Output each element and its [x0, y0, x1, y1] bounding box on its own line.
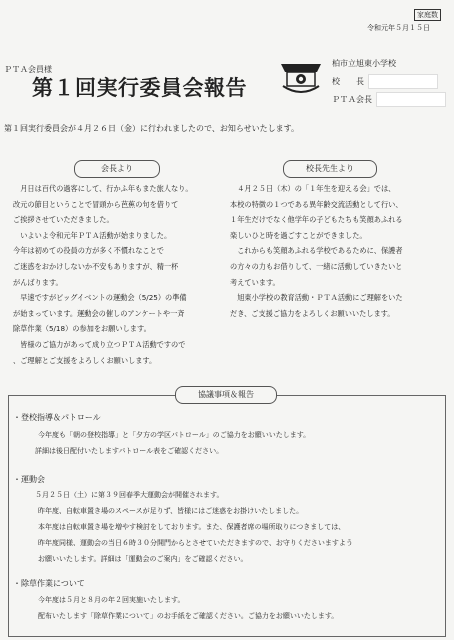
salutation: ＰＴＡ会員様	[4, 65, 52, 74]
section-line: 本年度は自転車置き場を増やす検討をしております。また、保護者席の場所取りにつきましては、	[38, 523, 346, 531]
paragraph-line: 今年は初めての役員の方が多く不慣れなことで	[13, 246, 164, 256]
section-title: ・除草作業について	[13, 579, 85, 588]
section-line: お願いいたします。詳細は「運動会のご案内」をご確認ください。	[38, 555, 248, 563]
school-emblem-icon	[277, 58, 325, 98]
section-line: 配布いたします「除草作業について」のお手紙をご確認ください。ご協力をお願いいたします。	[38, 612, 339, 620]
page-title: 第１回実行委員会報告	[32, 75, 247, 100]
section-line: ５月２５日（土）に第３９回春季大運動会が開催されます。	[35, 491, 224, 499]
section-title: ・運動会	[13, 475, 45, 484]
redacted-name	[368, 74, 438, 89]
school-name-line	[332, 55, 446, 73]
paragraph-line: 早速ですがビッグイベントの運動会（5/25）の準備	[13, 293, 187, 303]
section-line: 詳細は後日配付いたしますパトロール表をご確認ください。	[35, 447, 224, 455]
pta-president-line	[332, 91, 446, 109]
president-message	[13, 181, 225, 368]
paragraph-line: が始まっています。運動会の催しのアンケートや一斉	[13, 308, 185, 318]
school-name: 柏市立旭東小学校	[332, 59, 396, 68]
paragraph-line: 月日は百代の過客にして、行かふ年もまた旅人なり。	[13, 184, 193, 193]
paragraph-line: １年生だけでなく他学年の子どもたちも笑顔あふれる	[230, 215, 403, 225]
intro-text: 第１回実行委員会が４月２６日（金）に行われましたので、お知らせいたします。	[4, 124, 299, 133]
section-title: ・登校指導＆パトロール	[13, 413, 101, 422]
section-line: 今年度は５月と８月の年２回実施いたします。	[38, 596, 185, 604]
paragraph-line: ご挨拶させていただきました。	[13, 215, 114, 225]
paragraph-line: だき、ご支援ご協力をよろしくお願いいたします。	[230, 308, 395, 318]
agenda-heading: 協議事項＆報告	[175, 386, 277, 404]
paragraph-line: 除草作業（5/18）の参加をお願いします。	[13, 324, 151, 334]
principal-label: 校 長	[332, 77, 364, 86]
paragraph-line: ご迷惑をおかけしないか不安もありますが、精一杯	[13, 261, 179, 271]
section-line: 今年度も「朝の登校指導」と「夕方の学区パトロール」のご協力をお願いいたします。	[38, 431, 311, 439]
paragraph-line: 、ご理解とご支援をよろしくお願いします。	[13, 355, 157, 365]
president-heading: 会長より	[74, 160, 160, 178]
paragraph-line: 皆様のご協力があって成り立つＰＴＡ活動ですので	[13, 339, 186, 349]
paragraph-line: 考えています。	[230, 277, 280, 287]
paragraph-line: 改元の節目ということで冒頭から芭蕉の句を借りて	[13, 199, 179, 209]
section-line: 昨年度同様、運動会の当日６時３０分開門からとさせていただきますので、お守りくださいますよう	[38, 539, 353, 547]
pta-president-label: ＰＴＡ会長	[332, 95, 372, 104]
principal-heading: 校長先生より	[283, 160, 377, 178]
issue-date: 令和元年５月１５日	[367, 24, 430, 32]
school-info	[332, 55, 446, 109]
paragraph-line: がんばります。	[13, 277, 63, 287]
distribution-stamp: 家庭数	[414, 9, 441, 21]
paragraph-line: 本校の特徴の１つである異年齢交流活動として行い、	[230, 199, 403, 209]
paragraph-line: の方々の力もお借りして、一緒に活動していきたいと	[230, 261, 403, 271]
redacted-name	[376, 92, 446, 107]
section-line: 昨年度、自転車置き場のスペースが足りず、皆様にはご迷惑をお掛けいたしました。	[38, 507, 304, 515]
principal-message	[230, 181, 446, 321]
paragraph-line: これからも笑顔あふれる学校であるために、保護者	[230, 246, 403, 256]
paragraph-line: いよいよ令和元年ＰＴＡ活動が始まりました。	[13, 230, 172, 240]
paragraph-line: ４月２５日（木）の「１年生を迎える会」では、	[230, 184, 396, 193]
paragraph-line: 楽しいひと時を過ごすことができました。	[230, 230, 367, 240]
principal-line	[332, 73, 446, 91]
paragraph-line: 旭東小学校の教育活動・ＰＴＡ活動にご理解をいた	[230, 293, 403, 303]
